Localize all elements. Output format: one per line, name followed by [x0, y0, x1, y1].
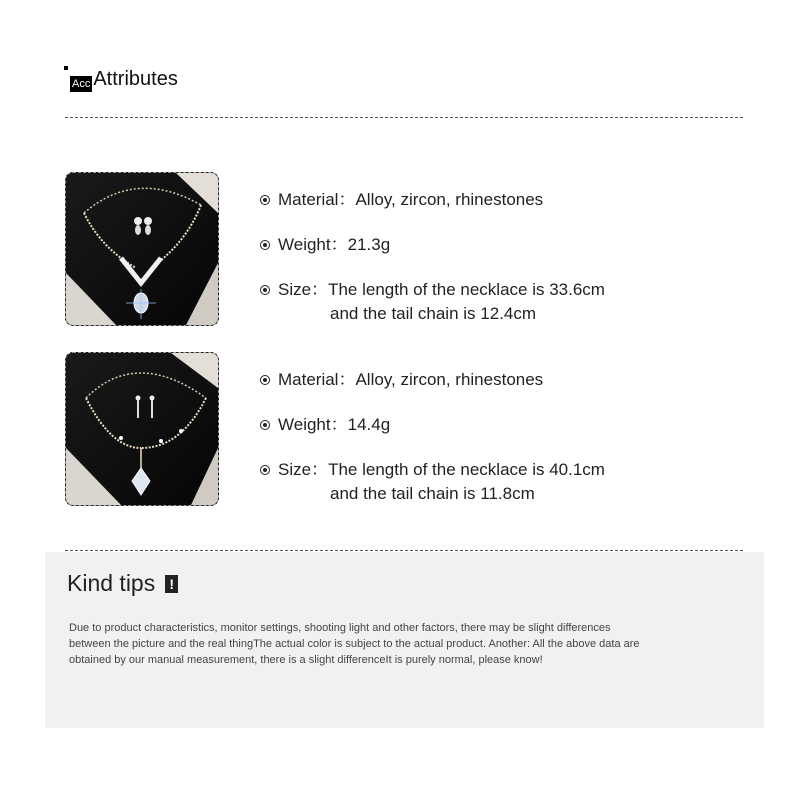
bullet-icon: [260, 285, 270, 295]
bullet-icon: [260, 375, 270, 385]
bullet-icon: [260, 465, 270, 475]
kind-tips-title: Kind tips !: [67, 570, 178, 597]
product-1: [65, 172, 745, 326]
header-tag: Acc: [72, 78, 91, 90]
product-2-attributes: [260, 368, 605, 527]
product-1-attributes: [260, 188, 605, 347]
attributes-header: [64, 66, 178, 92]
kind-tips-text: Due to product characteristics, monitor settings, shooting light and other factors, there may be slight differences between the picture and the real thingThe actual color is subject to the actual product. Another: All the above data are obtained by our manual measurement, there is a slight differenceIt is purely normal, please know!: [69, 622, 640, 666]
divider-bottom: [65, 550, 743, 551]
product-1-photo: [65, 172, 219, 326]
header-dot: [64, 66, 68, 70]
weight-attribute: Weight：21.3g: [260, 233, 605, 257]
weight-attribute: Weight：14.4g: [260, 413, 605, 437]
material-attribute: Material：Alloy, zircon, rhinestones: [260, 368, 605, 392]
kind-tips-panel: [45, 552, 764, 728]
bullet-icon: [260, 195, 270, 205]
size-attribute: Size：The length of the necklace is 33.6cm and the tail chain is 12.4cm: [260, 278, 605, 326]
material-attribute: Material：Alloy, zircon, rhinestones: [260, 188, 605, 212]
bullet-icon: [260, 240, 270, 250]
product-2-photo: [65, 352, 219, 506]
divider-top: [65, 117, 743, 118]
bullet-icon: [260, 420, 270, 430]
section-title: Attributes: [93, 68, 178, 90]
product-2: [65, 352, 745, 506]
size-attribute: Size：The length of the necklace is 40.1cm and the tail chain is 11.8cm: [260, 458, 605, 506]
exclamation-icon: !: [165, 575, 178, 593]
